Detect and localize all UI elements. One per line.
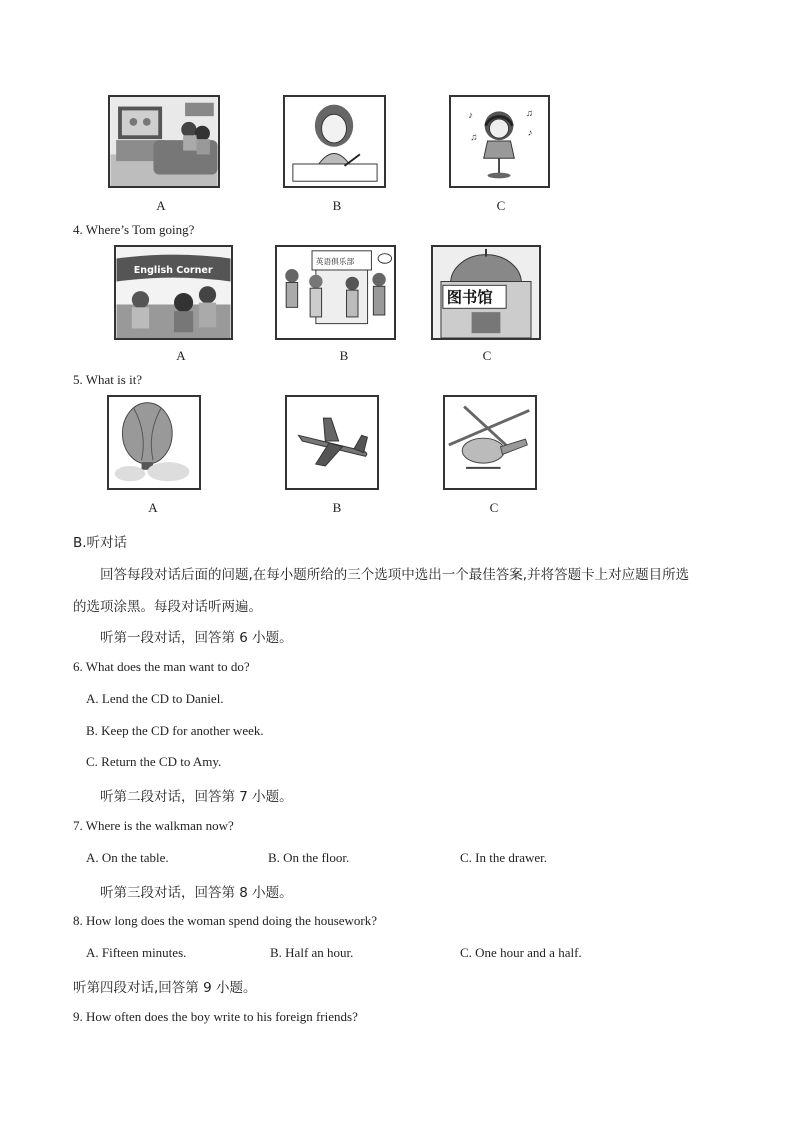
- svg-text:♪: ♪: [468, 110, 474, 122]
- q8-intro: 听第三段对话，回答第 8 小题。: [100, 885, 293, 901]
- q5-question: 5. What is it?: [73, 372, 143, 387]
- q8-option-c[interactable]: C. One hour and a half.: [460, 945, 582, 960]
- option-c-library-image: [431, 245, 541, 340]
- q8-option-b[interactable]: B. Half an hour.: [270, 945, 354, 960]
- option-a-watching-tv-image: [108, 95, 220, 188]
- q3-option-a-label: A: [156, 198, 166, 213]
- q7-option-b[interactable]: B. On the floor.: [268, 850, 350, 865]
- section-b-instruction-line1: 回答每段对话后面的问题,在每小题所给的三个选项中选出一个最佳答案,并将答题卡上对应题目所选: [100, 567, 690, 583]
- q4-option-a-label: A: [176, 348, 186, 363]
- section-b-instruction-line2: 的选项涂黑。每段对话听两遍。: [73, 599, 262, 615]
- option-b-writing-image: [283, 95, 386, 188]
- q5-option-a-label: A: [148, 500, 158, 515]
- option-c-listening-music-image: [449, 95, 550, 188]
- option-a-english-corner-image: [114, 245, 233, 340]
- q6-intro: 听第一段对话，回答第 6 小题。: [100, 630, 293, 646]
- q7-question: 7. Where is the walkman now?: [73, 818, 234, 833]
- q5-option-b-label: B: [332, 500, 342, 515]
- q6-option-a[interactable]: A. Lend the CD to Daniel.: [86, 691, 224, 706]
- q7-intro: 听第二段对话，回答第 7 小题。: [100, 789, 293, 805]
- section-b-title: B.听对话: [73, 535, 128, 551]
- option-b-english-club-image: [275, 245, 396, 340]
- q6-question: 6. What does the man want to do?: [73, 659, 250, 674]
- q4-option-c-label: C: [482, 348, 492, 363]
- q3-option-c-label: C: [496, 198, 506, 213]
- svg-text:♫: ♫: [470, 132, 478, 144]
- q4-option-b-label: B: [339, 348, 349, 363]
- q8-question: 8. How long does the woman spend doing the housework?: [73, 913, 378, 928]
- option-c-helicopter-image: [443, 395, 537, 490]
- q3-option-b-label: B: [332, 198, 342, 213]
- option-a-hot-air-balloon-image: [107, 395, 201, 490]
- q6-option-b[interactable]: B. Keep the CD for another week.: [86, 723, 264, 738]
- q9-intro: 听第四段对话,回答第 9 小题。: [73, 980, 257, 996]
- q6-option-c[interactable]: C. Return the CD to Amy.: [86, 754, 222, 769]
- option-b-airplane-image: [285, 395, 379, 490]
- q5-option-c-label: C: [489, 500, 499, 515]
- library-sign-text: 图书馆: [446, 288, 493, 307]
- english-club-sign-text: 英语俱乐部: [315, 257, 355, 267]
- svg-text:♫: ♫: [525, 108, 533, 120]
- q4-question: 4. Where’s Tom going?: [73, 222, 195, 237]
- svg-text:♪: ♪: [527, 127, 533, 139]
- q7-option-a[interactable]: A. On the table.: [86, 850, 169, 865]
- q8-option-a[interactable]: A. Fifteen minutes.: [86, 945, 187, 960]
- q7-option-c[interactable]: C. In the drawer.: [460, 850, 548, 865]
- english-corner-sign-text: English Corner: [133, 264, 213, 276]
- q9-question: 9. How often does the boy write to his foreign friends?: [73, 1009, 358, 1024]
